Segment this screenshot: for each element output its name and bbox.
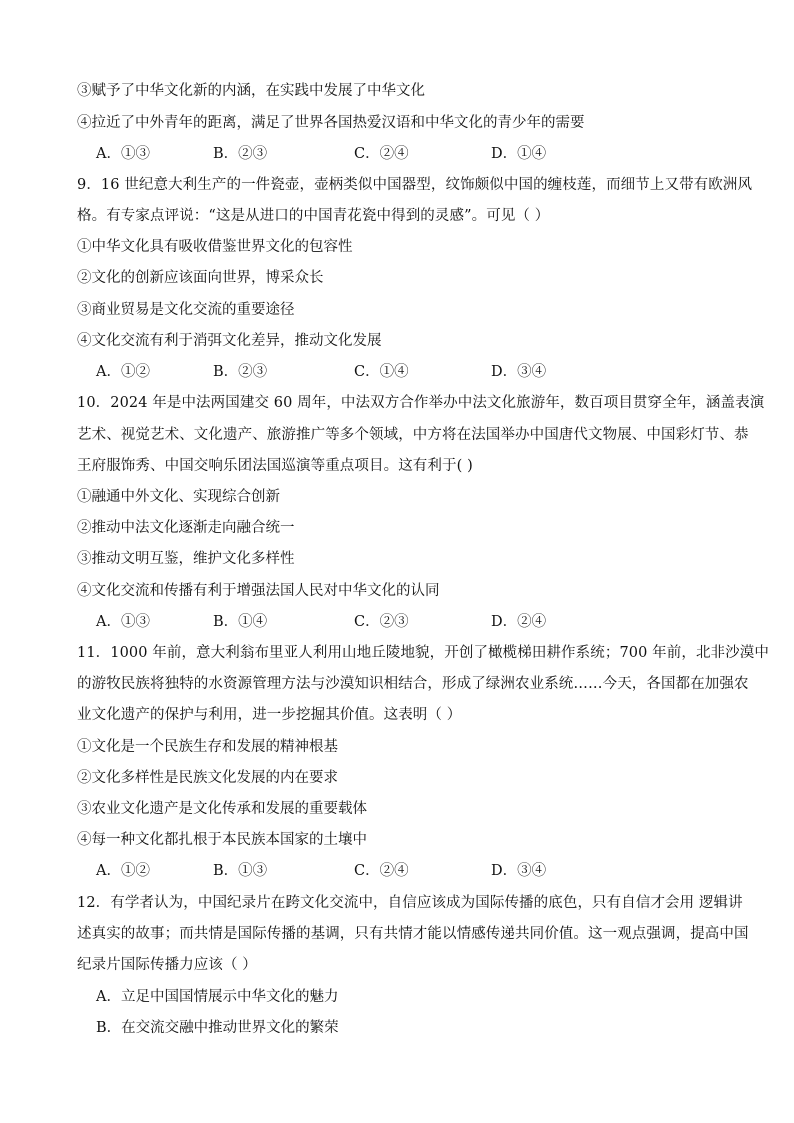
q10-item-3: ③推动文明互鉴，维护文化多样性 [77,551,295,567]
q10-option-d[interactable]: D．②④ [491,614,547,630]
q10-item-2: ②推动中法文化逐渐走向融合统一 [77,520,295,536]
q10-option-a[interactable]: A．①③ [96,614,150,630]
q8-option-b[interactable]: B．②③ [213,146,268,162]
q11-item-4: ④每一种文化都扎根于本民族本国家的土壤中 [77,832,367,848]
q9-item-1: ①中华文化具有吸收借鉴世界文化的包容性 [77,239,353,255]
q12-stem-line-2: 述真实的故事；而共情是国际传播的基调，只有共情才能以情感传递共同价值。这一观点强调，提高中国 [77,926,749,942]
q10-stem-line-1: 10．2024 年是中法两国建交 60 周年，中法双方合作举办中法文化旅游年，数百项目贯穿全年，涵盖表演 [77,395,765,411]
q8-option-c[interactable]: C．②④ [354,146,409,162]
q11-option-d[interactable]: D．③④ [491,863,547,879]
q11-option-b[interactable]: B．①③ [213,863,268,879]
q11-item-2: ②文化多样性是民族文化发展的内在要求 [77,770,338,786]
q8-item-3: ③赋予了中华文化新的内涵，在实践中发展了中华文化 [77,83,425,99]
q11-stem-line-2: 的游牧民族将独特的水资源管理方法与沙漠知识相结合，形成了绿洲农业系统……今天，各国都在加强农 [77,676,749,692]
q11-option-a[interactable]: A．①② [96,863,150,879]
q9-stem-line-2: 格。有专家点评说：“这是从进口的中国青花瓷中得到的灵感”。可见（ ） [77,208,550,224]
q11-stem-line-3: 业文化遗产的保护与利用，进一步挖掘其价值。这表明（ ） [77,707,462,723]
q10-stem-line-3: 王府服饰秀、中国交响乐团法国巡演等重点项目。这有利于( ) [77,458,473,474]
q12-stem-line-1: 12．有学者认为，中国纪录片在跨文化交流中，自信应该成为国际传播的底色，只有自信才会用 逻辑讲 [77,895,743,911]
q9-item-4: ④文化交流有利于消弭文化差异，推动文化发展 [77,333,382,349]
q10-stem-line-2: 艺术、视觉艺术、文化遗产、旅游推广等多个领域，中方将在法国举办中国唐代文物展、中国彩灯节、恭 [77,427,749,443]
q12-option-b[interactable]: B．在交流交融中推动世界文化的繁荣 [96,1020,339,1036]
q8-option-a[interactable]: A．①③ [96,146,150,162]
q10-option-c[interactable]: C．②③ [354,614,409,630]
q9-item-3: ③商业贸易是文化交流的重要途径 [77,302,295,318]
q10-option-b[interactable]: B．①④ [213,614,268,630]
q10-item-1: ①融通中外文化、实现综合创新 [77,489,280,505]
q12-option-a[interactable]: A．立足中国国情展示中华文化的魅力 [96,989,339,1005]
q11-option-c[interactable]: C．②④ [354,863,409,879]
q12-stem-line-3: 纪录片国际传播力应该（ ） [77,957,257,973]
q11-stem-line-1: 11．1000 年前，意大利翁布里亚人利用山地丘陵地貌，开创了橄榄梯田耕作系统；700 年前，北非沙漠中 [77,645,769,661]
q9-stem-line-1: 9．16 世纪意大利生产的一件瓷壶，壶柄类似中国器型，纹饰颇似中国的缠枝莲，而细节上又带有欧洲风 [77,177,753,193]
q8-item-4: ④拉近了中外青年的距离，满足了世界各国热爱汉语和中华文化的青少年的需要 [77,115,585,131]
q10-item-4: ④文化交流和传播有利于增强法国人民对中华文化的认同 [77,583,440,599]
q8-option-d[interactable]: D．①④ [491,146,547,162]
q11-item-3: ③农业文化遗产是文化传承和发展的重要载体 [77,801,367,817]
q9-option-c[interactable]: C．①④ [354,364,409,380]
q9-item-2: ②文化的创新应该面向世界，博采众长 [77,270,324,286]
q9-option-b[interactable]: B．②③ [213,364,268,380]
q11-item-1: ①文化是一个民族生存和发展的精神根基 [77,739,338,755]
q9-option-d[interactable]: D．③④ [491,364,547,380]
q9-option-a[interactable]: A．①② [96,364,150,380]
